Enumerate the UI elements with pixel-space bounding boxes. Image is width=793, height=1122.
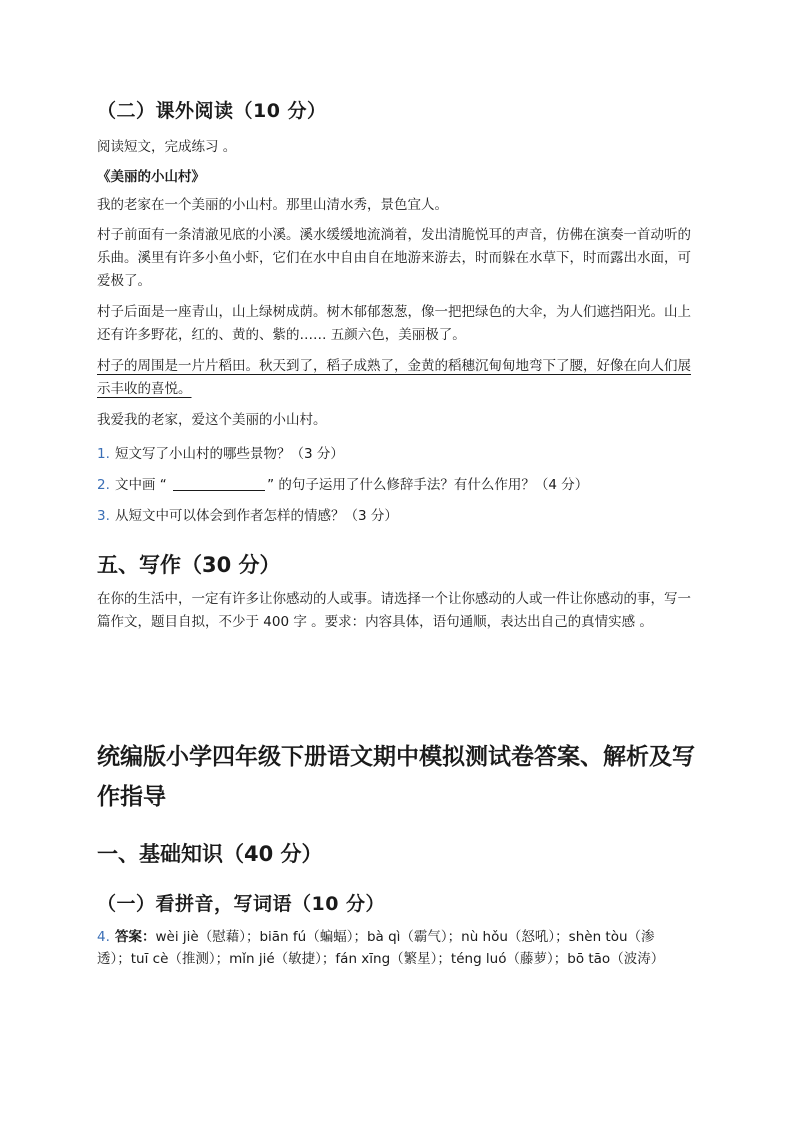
writing-heading: 五、写作（30 分） [97, 553, 281, 577]
question-text: 从短文中可以体会到作者怎样的情感？（3 分） [115, 508, 398, 524]
question-1 [97, 442, 344, 462]
answers-sub-heading: （一）看拼音，写词语（10 分） [97, 893, 386, 915]
underline-blank [173, 476, 265, 491]
question-2 [97, 473, 588, 493]
question-text: 短文写了小山村的哪些景物？（3 分） [115, 446, 344, 462]
reading-instruction: 阅读短文，完成练习 。 [97, 139, 237, 155]
passage-paragraph-4-underlined: 村子的周围是一片片稻田。秋天到了，稻子成熟了，金黄的稻穗沉甸甸地弯下了腰，好像在向人们展示丰收的喜悦。 [97, 358, 691, 397]
passage-title: 《美丽的小山村》 [97, 169, 205, 185]
answer-number: 4. [97, 929, 110, 945]
passage-paragraph-2: 村子前面有一条清澈见底的小溪。溪水缓缓地流淌着，发出清脆悦耳的声音，仿佛在演奏一首动听的乐曲。溪里有许多小鱼小虾，它们在水中自由自在地游来游去，时而躲在水草下，时而露出水面，可爱极了。 [97, 227, 691, 289]
passage-paragraph-1: 我的老家在一个美丽的小山村。那里山清水秀，景色宜人。 [97, 197, 448, 213]
answer-text: wèi jiè（慰藉）；biān fú（蝙蝠）；bà qì（霸气）；nù hǒu（怒吼）；shèn tòu（渗透）；tuī cè（推测）；mǐn jié（敏捷）；fán xīng（繁星）；téng luó（藤萝）；bō tāo（波涛） [97, 929, 665, 967]
question-number: 1. [97, 446, 110, 462]
question-text-before: 文中画 “ [115, 477, 172, 493]
answer-label: 答案： [115, 929, 156, 945]
question-number: 2. [97, 477, 110, 493]
question-3 [97, 504, 398, 524]
answer-item-4 [97, 926, 677, 970]
passage-paragraph-3: 村子后面是一座青山，山上绿树成荫。树木郁郁葱葱，像一把把绿色的大伞，为人们遮挡阳光。山上还有许多野花，红的、黄的、紫的…… 五颜六色，美丽极了。 [97, 304, 691, 343]
question-text-after: ” 的句子运用了什么修辞手法？有什么作用？（4 分） [267, 477, 589, 493]
answers-section-heading: 一、基础知识（40 分） [97, 842, 323, 866]
answers-title: 统编版小学四年级下册语文期中模拟测试卷答案、解析及写作指导 [97, 744, 695, 810]
reading-heading: （二）课外阅读（10 分） [97, 100, 327, 122]
writing-prompt: 在你的生活中，一定有许多让你感动的人或事。请选择一个让你感动的人或一件让你感动的事，写一篇作文，题目自拟，不少于 400 字 。要求：内容具体，语句通顺，表达出自己的真情实感 。 [97, 591, 691, 630]
question-number: 3. [97, 508, 110, 524]
passage-paragraph-5: 我爱我的老家，爱这个美丽的小山村。 [97, 412, 327, 428]
